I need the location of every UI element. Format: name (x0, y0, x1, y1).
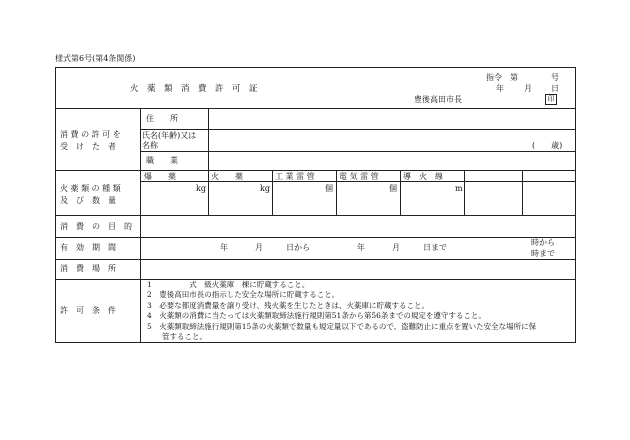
rule-explosive-col-4 (336, 170, 337, 215)
purpose-label: 消 費 の 目 的 (60, 222, 132, 231)
rule-explosive-col-6 (464, 170, 465, 215)
rule-explosive-col-5 (400, 170, 401, 215)
condition-item-5: 5 火薬類取締法施行規則第15条の火薬類で数量も規定量以下であるので、盗難防止に重点を置いた安全な場所に保 (147, 322, 537, 331)
rule-right (575, 67, 576, 343)
period-label: 有 効 期 間 (60, 243, 116, 252)
explosive-unit-4: 個 (389, 184, 397, 193)
job-label: 職 業 (146, 156, 178, 165)
name-label-1: 氏名(年齢)又は (142, 131, 197, 140)
rule-purpose-bottom (55, 237, 576, 238)
explosive-header-1: 爆 薬 (144, 172, 176, 181)
name-label-2: 名称 (142, 141, 158, 150)
permit-title: 火 薬 類 消 費 許 可 証 (130, 84, 258, 94)
place-label: 消 費 場 所 (60, 264, 116, 273)
explosive-unit-3: 個 (325, 184, 333, 193)
period-to-month: 月 (392, 243, 400, 252)
rule-header-bottom (55, 108, 576, 109)
rule-applicant-bottom (55, 170, 576, 171)
order-no-suffix: 号 (551, 73, 559, 82)
explosives-label-2: 及 び 数 量 (60, 196, 116, 205)
rule-left (55, 67, 56, 343)
explosives-label-1: 火 薬 類 の 種 類 (60, 184, 121, 193)
applicant-label-1: 消 費 の 許 可 を (60, 130, 121, 139)
rule-top (55, 67, 576, 68)
condition-item-4: 4 火薬類の消費に当たっては火薬類取締法施行規則第51条から第56条までの規定を遵守すること。 (147, 311, 486, 320)
rule-explosive-col-3 (272, 170, 273, 215)
condition-item-3: 3 必要な都度消費量を譲り受け、残火薬を生じたときは、火薬庫に貯蔵すること。 (147, 301, 429, 310)
explosive-unit-1: kg (196, 184, 206, 193)
issuer-name: 豊後高田市長 (414, 95, 462, 104)
rule-label-column (140, 108, 141, 342)
rule-place-bottom (55, 279, 576, 280)
condition-item-1: 1 式 級火薬庫 棟に貯蔵すること。 (147, 280, 310, 289)
rule-address (140, 129, 576, 130)
address-label: 住 所 (146, 114, 178, 123)
date-month: 月 (524, 84, 532, 93)
time-from: 時から (531, 238, 555, 247)
age-paren: ( 歳) (532, 141, 563, 150)
date-year: 年 (496, 84, 504, 93)
period-from-month: 月 (255, 243, 263, 252)
rule-explosive-bottom (55, 215, 576, 216)
date-day: 日 (551, 84, 559, 93)
rule-explosive-col-7 (522, 170, 523, 215)
time-to: 時まで (531, 249, 555, 258)
rule-explosive-col-2 (208, 170, 209, 215)
conditions-label: 許 可 条 件 (60, 306, 116, 315)
period-from-day: 日から (286, 243, 310, 252)
period-to-day: 日まで (423, 243, 447, 252)
explosive-header-3: 工 業 雷 管 (275, 172, 315, 181)
period-from-year: 年 (220, 243, 228, 252)
rule-bottom (55, 342, 576, 343)
condition-item-2: 2 豊後高田市長の指示した安全な場所に貯蔵すること。 (147, 290, 340, 299)
explosive-header-5: 導 火 線 (403, 172, 443, 181)
rule-name (140, 151, 576, 152)
rule-sublabel-column (208, 108, 209, 170)
form-label: 様式第6号(第4条関係) (55, 54, 136, 63)
explosive-header-4: 電 気 雷 管 (339, 172, 379, 181)
condition-item-5-cont: 管すること。 (147, 332, 207, 341)
official-seal: 印 (545, 94, 557, 105)
explosive-unit-2: kg (260, 184, 270, 193)
explosive-header-2: 火 薬 (211, 172, 243, 181)
explosive-unit-5: m (455, 184, 463, 193)
order-no-prefix: 指令 第 (486, 73, 518, 82)
applicant-label-2: 受 け た 者 (60, 142, 116, 151)
rule-period-bottom (55, 259, 576, 260)
period-to-year: 年 (357, 243, 365, 252)
